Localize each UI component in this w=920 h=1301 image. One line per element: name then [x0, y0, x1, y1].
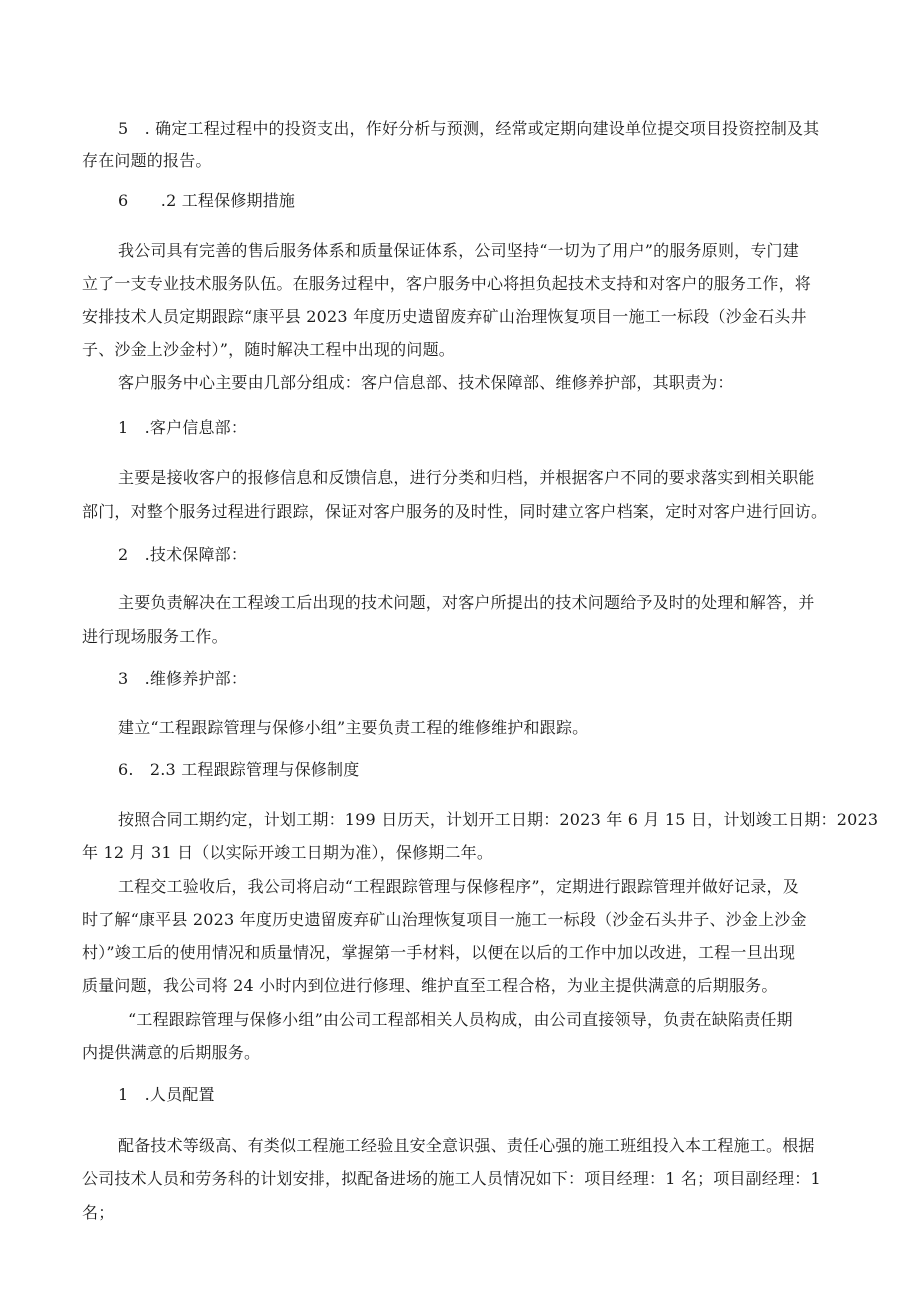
paragraph-line: 时了解“康平县 2023 年度历史遗留废弃矿山治理恢复项目一施工一标段（沙金石头井子、沙金上沙金	[82, 910, 807, 929]
paragraph-line: 子、沙金上沙金村）”，随时解决工程中出现的问题。	[82, 340, 455, 359]
subheading-customer-info: 1 .客户信息部：	[118, 418, 248, 437]
paragraph-line: 5 . 确定工程过程中的投资支出，作好分析与预测，经常或定期向建设单位提交项目投资控制及其	[118, 119, 820, 138]
paragraph-line: 立了一支专业技术服务队伍。在服务过程中，客户服务中心将担负起技术支持和对客户的服务工作，将	[82, 274, 812, 293]
paragraph-line: 主要是接收客户的报修信息和反馈信息，进行分类和归档，并根据客户不同的要求落实到相关职能	[118, 468, 815, 487]
subheading-tech-support: 2 .技术保障部：	[118, 545, 248, 564]
section-heading-6-2-3: 6. 2.3 工程跟踪管理与保修制度	[118, 760, 360, 779]
paragraph-line: 配备技术等级高、有类似工程施工经验且安全意识强、责任心强的施工班组投入本工程施工。根据	[118, 1136, 815, 1155]
paragraph-line: 工程交工验收后，我公司将启动“工程跟踪管理与保修程序”，定期进行跟踪管理并做好记录，及	[118, 877, 799, 896]
paragraph-line: 内提供满意的后期服务。	[82, 1043, 261, 1062]
paragraph-line: 进行现场服务工作。	[82, 627, 228, 646]
paragraph-line: 客户服务中心主要由几部分组成：客户信息部、技术保障部、维修养护部，其职责为：	[118, 373, 734, 392]
paragraph-line: 年 12 月 31 日（以实际开竣工日期为准），保修期二年。	[82, 843, 494, 862]
paragraph-line: 部门，对整个服务过程进行跟踪，保证对客户服务的及时性，同时建立客户档案，定时对客户进行回访。	[82, 502, 828, 521]
paragraph-line: 名；	[82, 1203, 115, 1222]
paragraph-line: “工程跟踪管理与保修小组”由公司工程部相关人员构成，由公司直接领导，负责在缺陷责任期	[128, 1010, 793, 1029]
subheading-staffing: 1 .人员配置	[118, 1085, 215, 1104]
paragraph-line: 公司技术人员和劳务科的计划安排，拟配备进场的施工人员情况如下：项目经理：1 名；项目副经理：1	[82, 1169, 821, 1188]
paragraph-line: 按照合同工期约定，计划工期：199 日历天，计划开工日期：2023 年 6 月 15 日，计划竣工日期：2023	[118, 810, 879, 829]
paragraph-line: 主要负责解决在工程竣工后出现的技术问题，对客户所提出的技术问题给予及时的处理和解答，并	[118, 593, 815, 612]
paragraph-line: 建立“工程跟踪管理与保修小组”主要负责工程的维修维护和跟踪。	[118, 718, 589, 737]
paragraph-line: 村）”竣工后的使用情况和质量情况，掌握第一手材料，以便在以后的工作中加以改进，工程一旦出现	[82, 943, 796, 962]
paragraph-line: 安排技术人员定期跟踪“康平县 2023 年度历史遗留废弃矿山治理恢复项目一施工一标段（沙金石头井	[82, 307, 807, 326]
section-heading-6-2: 6 .2 工程保修期措施	[118, 191, 296, 210]
subheading-maintenance: 3 .维修养护部：	[118, 669, 248, 688]
paragraph-line: 存在问题的报告。	[82, 151, 212, 170]
paragraph-line: 质量问题，我公司将 24 小时内到位进行修理、维护直至工程合格，为业主提供满意的后期服务。	[82, 976, 778, 995]
paragraph-line: 我公司具有完善的售后服务体系和质量保证体系，公司坚持“一切为了用户”的服务原则，专门建	[118, 241, 799, 260]
